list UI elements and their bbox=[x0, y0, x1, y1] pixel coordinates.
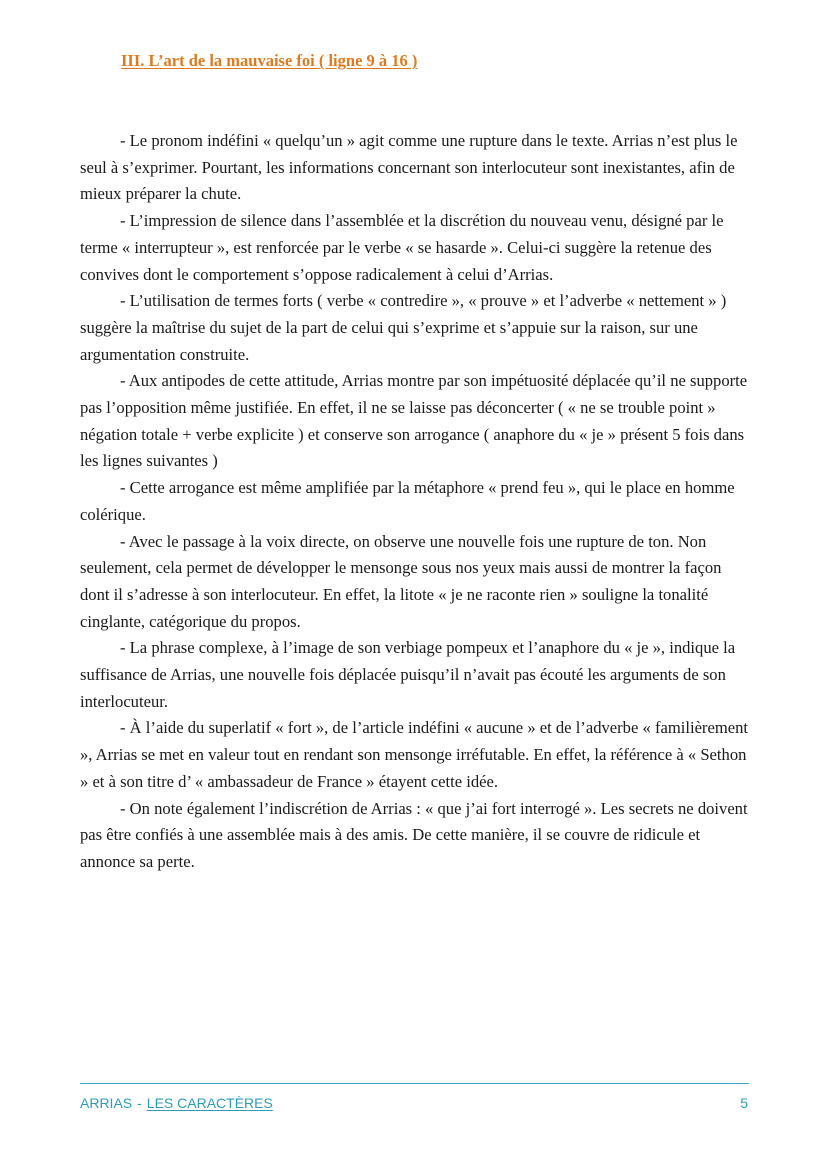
paragraph: - L’impression de silence dans l’assemblée et la discrétion du nouveau venu, désigné par le terme « interrupteur », est renforcée par le verbe « se hasarde ». Celui-ci suggère la retenue des convives dont le comportement s’oppose radicalement à celui d’Arrias. bbox=[80, 211, 724, 284]
page-number: 5 bbox=[740, 1095, 748, 1111]
paragraph: - On note également l’indiscrétion de Arrias : « que j’ai fort interrogé ». Les secrets ne doivent pas être confiés à une assemblée mais à des amis. De cette manière, il se couvre de ridicule et annonce sa perte. bbox=[80, 798, 748, 871]
paragraph: - L’utilisation de termes forts ( verbe « contredire », « prouve » et l’adverbe « nettement » ) suggère la maîtrise du sujet de la part de celui qui s’exprime et s’appuie sur la raison, sur une argumentation construite. bbox=[80, 291, 727, 364]
footer-separator: - bbox=[137, 1095, 142, 1111]
body-text bbox=[80, 128, 748, 876]
paragraph: - Avec le passage à la voix directe, on observe une nouvelle fois une rupture de ton. Non seulement, cela permet de développer le mensonge sous nos yeux mais aussi de montrer la façon dont il s’adresse à son interlocuteur. En effet, la litote « je ne raconte rien » souligne la tonalité cinglante, catégorique du propos. bbox=[80, 531, 722, 631]
footer-document-name: ARRIAS bbox=[80, 1095, 133, 1111]
paragraph: - À l’aide du superlatif « fort », de l’article indéfini « aucune » et de l’adverbe « familièrement », Arrias se met en valeur tout en rendant son mensonge irréfutable. En effet, la référence à « Sethon » et à son titre d’ « ambassadeur de France » étayent cette idée. bbox=[80, 718, 749, 791]
paragraph: - Cette arrogance est même amplifiée par la métaphore « prend feu », qui le place en homme colérique. bbox=[80, 478, 735, 524]
paragraph: - Le pronom indéfini « quelqu’un » agit comme une rupture dans le texte. Arrias n’est plus le seul à s’exprimer. Pourtant, les informations concernant son interlocuteur sont inexistantes, afin de mieux préparer la chute. bbox=[80, 131, 738, 204]
footer-link[interactable]: LES CARACTÈRES bbox=[146, 1095, 273, 1111]
footer-divider bbox=[80, 1083, 749, 1084]
paragraph: - La phrase complexe, à l’image de son verbiage pompeux et l’anaphore du « je », indique la suffisance de Arrias, une nouvelle fois déplacée puisqu’il n’avait pas écouté les arguments de son interlocuteur. bbox=[80, 638, 736, 711]
footer-title bbox=[80, 1095, 273, 1111]
section-heading: III. L’art de la mauvaise foi ( ligne 9 à 16 ) bbox=[121, 51, 418, 70]
paragraph: - Aux antipodes de cette attitude, Arrias montre par son impétuosité déplacée qu’il ne supporte pas l’opposition même justifiée. En effet, il ne se laisse pas déconcerter ( « ne se trouble point » négation totale + verbe explicite ) et conserve son arrogance ( anaphore du « je » présent 5 fois dans les lignes suivantes ) bbox=[80, 371, 748, 471]
